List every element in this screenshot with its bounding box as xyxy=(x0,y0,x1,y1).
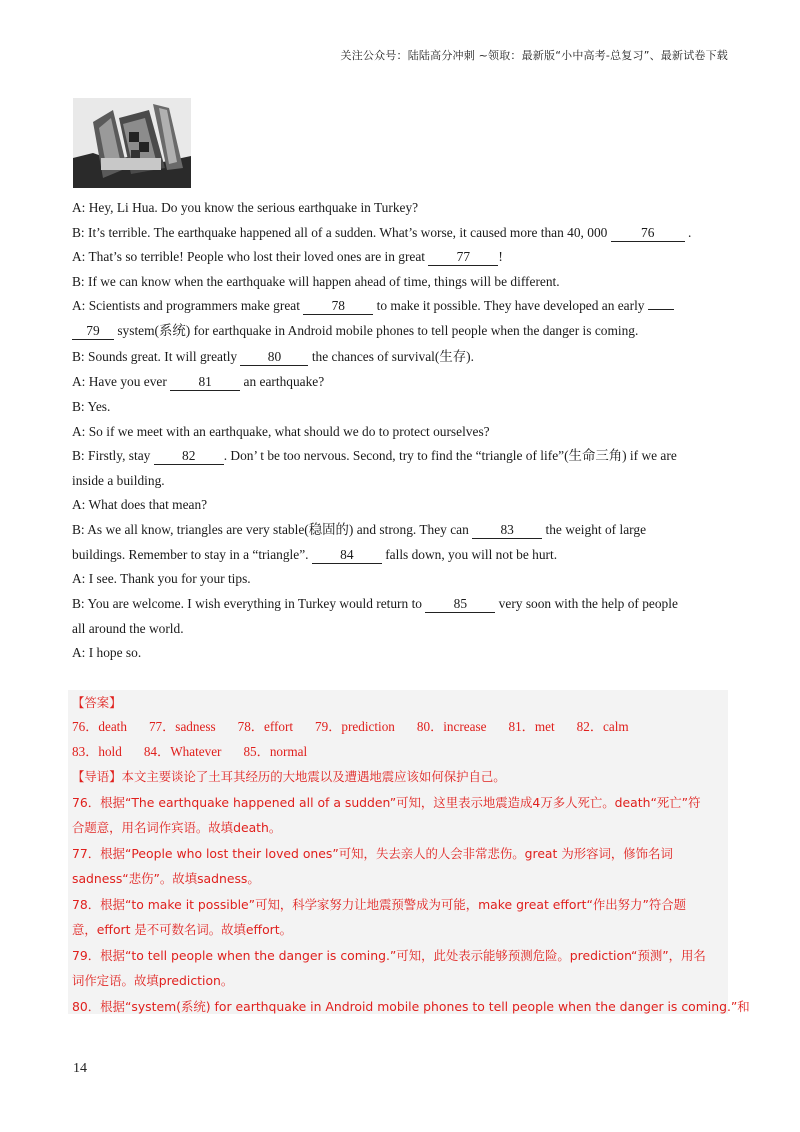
explanation-line: 78．根据“to make it possible”可知，科学家努力让地震预警成为可能，make great effort“作出努力”符合题 xyxy=(72,897,687,912)
dialogue-line: A: What does that mean? xyxy=(72,497,208,512)
explanation-line: 意，effort 是不可数名词。故填effort。 xyxy=(72,922,293,937)
explanation-line: 80．根据“system(系统) for earthquake in Android mobile phones to tell people when the danger is coming.”和 xyxy=(72,999,750,1014)
answer-item: 83．hold xyxy=(72,744,122,759)
dialogue-line: inside a building. xyxy=(72,473,165,488)
dialogue-line: B: You are welcome. I wish everything in Turkey would return to 85 very soon with the help of people xyxy=(72,596,678,611)
dialogue-line: B: Yes. xyxy=(72,399,111,414)
explanation-line: 76．根据“The earthquake happened all of a sudden”可知，这里表示地震造成4万多人死亡。death“死亡”符 xyxy=(72,795,701,810)
answer-item: 80．increase xyxy=(416,719,487,734)
answer-item: 85．normal xyxy=(243,744,308,759)
explanation-line: 77．根据“People who lost their loved ones”可知，失去亲人的人会非常悲伤。great 为形容词，修饰名词 xyxy=(72,846,673,861)
dialogue-line: A: That’s so terrible! People who lost their loved ones are in great 77 ! xyxy=(72,249,503,264)
blank-84[interactable]: 84 xyxy=(312,546,382,564)
blank-83[interactable]: 83 xyxy=(472,521,542,539)
dialogue-line: A: Hey, Li Hua. Do you know the serious earthquake in Turkey? xyxy=(72,200,419,215)
answer-item: 79．prediction xyxy=(315,719,395,734)
answer-item: 77．sadness xyxy=(148,719,216,734)
dialogue-line: all around the world. xyxy=(72,621,184,636)
answer-item: 76．death xyxy=(72,719,127,734)
blank-85[interactable]: 85 xyxy=(425,595,495,613)
answer-guide: 【导语】本文主要谈论了土耳其经历的大地震以及遭遇地震应该如何保护自己。 xyxy=(72,769,506,784)
page-number: 14 xyxy=(73,1061,87,1076)
dialogue-line: 79 system(系统) for earthquake in Android mobile phones to tell people when the danger is coming. xyxy=(72,319,732,344)
dialogue-line: A: I hope so. xyxy=(72,645,142,660)
answer-row xyxy=(72,714,732,739)
blank-77[interactable]: 77 xyxy=(428,248,498,266)
dialogue-line: A: Scientists and programmers make great 78 to make it possible. They have developed an early xyxy=(72,294,732,319)
explanation-line: 词作定语。故填prediction。 xyxy=(72,973,234,988)
answer-item: 82．calm xyxy=(576,719,629,734)
blank-80[interactable]: 80 xyxy=(240,348,308,366)
dialogue-line: A: I see. Thank you for your tips. xyxy=(72,571,251,586)
explanation-line: sadness“悲伤”。故填sadness。 xyxy=(72,871,260,886)
blank-82[interactable]: 82 xyxy=(154,447,224,465)
dialogue-line: B: It’s terrible. The earthquake happened all of a sudden. What’s worse, it caused more than 40, 000 76 . xyxy=(72,225,692,240)
dialogue-line: B: Firstly, stay 82 . Don’ t be too nervous. Second, try to find the “triangle of life”(生命三角) if we are xyxy=(72,448,677,463)
answer-item: 84．Whatever xyxy=(143,744,222,759)
blank-79[interactable]: 79 xyxy=(72,322,114,340)
dialogue-line: B: As we all know, triangles are very stable(稳固的) and strong. They can 83 the weight of large xyxy=(72,522,647,537)
answer-heading: 【答案】 xyxy=(72,695,122,710)
explanation-line: 79．根据“to tell people when the danger is coming.”可知，此处表示能够预测危险。prediction“预测”，用名 xyxy=(72,948,706,963)
blank-78[interactable]: 78 xyxy=(303,297,373,315)
answer-item: 78．effort xyxy=(237,719,294,734)
dialogue-line: B: If we can know when the earthquake will happen ahead of time, things will be different. xyxy=(72,274,560,289)
blank-81[interactable]: 81 xyxy=(170,373,240,391)
dialogue-line: A: Have you ever 81 an earthquake? xyxy=(72,374,325,389)
answer-item: 81．met xyxy=(508,719,555,734)
dialogue-line: B: Sounds great. It will greatly 80 the chances of survival(生存). xyxy=(72,349,474,364)
dialogue-line: A: So if we meet with an earthquake, what should we do to protect ourselves? xyxy=(72,424,490,439)
blank-79-start[interactable] xyxy=(648,309,674,310)
earthquake-photo xyxy=(73,98,191,188)
answer-row xyxy=(72,739,732,764)
blank-76[interactable]: 76 xyxy=(611,224,685,242)
page-header: 关注公众号：陆陆高分冲刺 ~领取：最新版“小中高考-总复习”、最新试卷下载 xyxy=(340,49,728,62)
dialogue-line: buildings. Remember to stay in a “triangle”. 84 falls down, you will not be hurt. xyxy=(72,547,558,562)
explanation-line: 合题意，用名词作宾语。故填death。 xyxy=(72,820,282,835)
